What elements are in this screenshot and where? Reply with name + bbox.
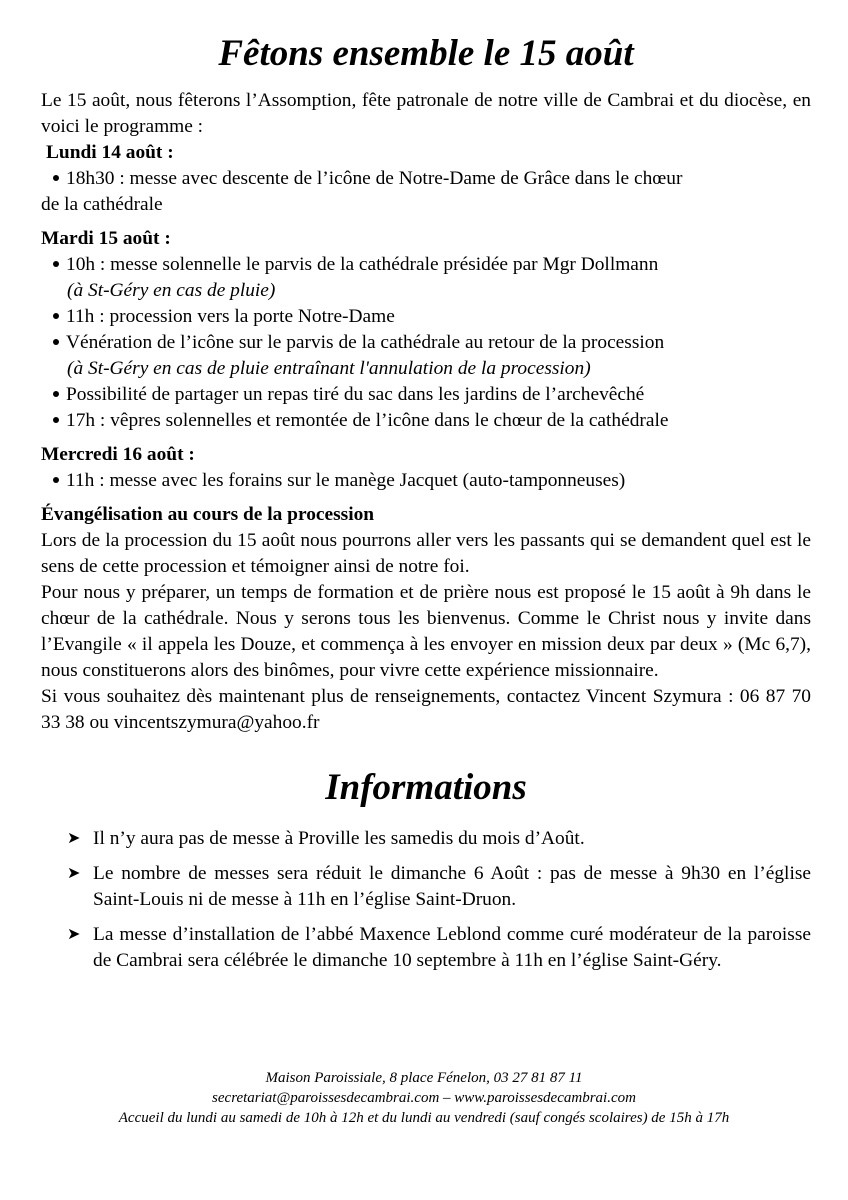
evangelisation-paragraph-3: Si vous souhaitez dès maintenant plus de renseignements, contactez Vincent Szymura : 06 87 70 33 38 ou vincentszymura@yahoo.fr [41,686,811,733]
arrow-bullet-icon: ➤ [67,926,81,943]
list-item: 11h : messe avec les forains sur le manège Jacquet (auto-tamponneuses) [41,468,811,494]
arrow-bullet-icon: ➤ [67,865,81,882]
bullet-dot-icon [53,313,59,319]
list-item: 18h30 : messe avec descente de l’icône de Notre-Dame de Grâce dans le chœur de la cathédrale [41,168,683,215]
day-heading-mardi: Mardi 15 août : [41,228,171,249]
evangelisation-paragraph-2: Pour nous y préparer, un temps de formation et de prière nous est proposé le 15 août à 9h dans le chœur de la cathédrale. Nous y serons tous les bienvenus. Comme le Christ nous y invite dans l’Evangile « il appela les Douze, et commença à les envoyer en mission deux par deux » (Mc 6,7), nous constituerons alors des binômes, pour vivre cette expérience missionnaire. [41,582,811,681]
bullet-dot-icon [53,417,59,423]
intro-paragraph: Le 15 août, nous fêterons l’Assomption, fête patronale de notre ville de Cambrai et du diocèse, en voici le programme : [41,90,811,137]
informations-title: Informations [325,767,527,808]
footer-contact: secretariat@paroissesdecambrai.com – www.paroissesdecambrai.com [212,1090,636,1106]
footer [0,1068,848,1128]
bullet-dot-icon [53,477,59,483]
list-item: ➤ Le nombre de messes sera réduit le dimanche 6 Août : pas de messe à 9h30 en l’église Saint-Louis ni de messe à 11h en l’église Saint-Druon. [67,863,811,910]
list-item: ➤ Il n’y aura pas de messe à Proville les samedis du mois d’Août. [67,826,811,852]
day-heading-lundi: Lundi 14 août : [46,142,174,163]
day-heading-mercredi: Mercredi 16 août : [41,444,195,465]
evangelisation-heading: Évangélisation au cours de la procession [41,504,375,525]
rain-note: (à St-Géry en cas de pluie entraînant l'annulation de la procession) [67,358,591,379]
list-item: 17h : vêpres solennelles et remontée de l’icône dans le chœur de la cathédrale [41,408,811,434]
footer-address: Maison Paroissiale, 8 place Fénelon, 03 27 81 87 11 [265,1070,583,1086]
rain-note: (à St-Géry en cas de pluie) [67,280,276,301]
document-page [41,30,811,983]
list-item: Possibilité de partager un repas tiré du sac dans les jardins de l’archevêché [41,382,811,408]
program-list-mardi [41,252,811,434]
arrow-bullet-icon: ➤ [67,830,81,847]
list-item: Vénération de l’icône sur le parvis de la cathédrale au retour de la procession (à St-Géry en cas de pluie entraînant l'annulation de la procession) [41,330,811,382]
list-item: ➤ La messe d’installation de l’abbé Maxence Leblond comme curé modérateur de la paroisse de Cambrai sera célébrée le dimanche 10 septembre à 11h en l’église Saint-Géry. [67,924,811,971]
bullet-dot-icon [53,261,59,267]
bullet-dot-icon [53,339,59,345]
informations-list [41,826,811,974]
program-list-mercredi [41,468,811,494]
page-title: Fêtons ensemble le 15 août [218,33,634,74]
program-list-lundi [41,166,811,218]
footer-hours: Accueil du lundi au samedi de 10h à 12h et du lundi au vendredi (sauf congés scolaires) de 15h à 17h [118,1110,730,1126]
list-item: 11h : procession vers la porte Notre-Dame [41,304,811,330]
bullet-dot-icon [53,391,59,397]
list-item: 10h : messe solennelle le parvis de la cathédrale présidée par Mgr Dollmann (à St-Géry en cas de pluie) [41,252,811,304]
evangelisation-paragraph-1: Lors de la procession du 15 août nous pourrons aller vers les passants qui se demandent quel est le sens de cette procession et témoigner ainsi de notre foi. [41,530,811,577]
bullet-dot-icon [53,175,59,181]
